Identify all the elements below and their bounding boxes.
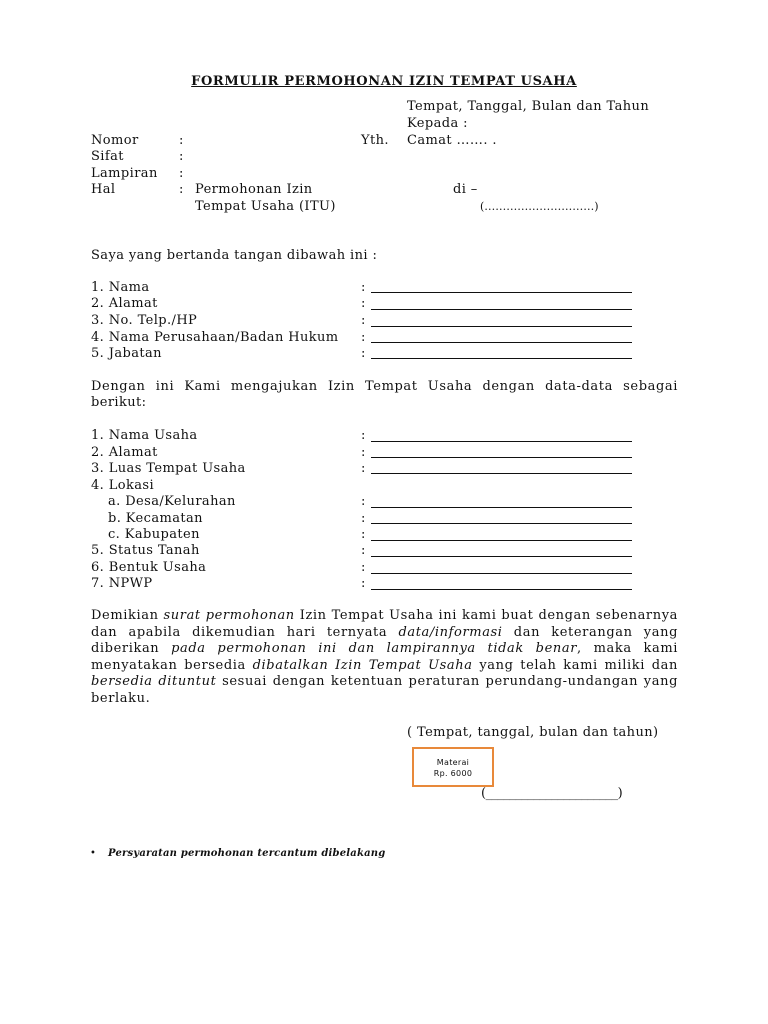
field-colon: :: [361, 346, 366, 361]
form-title: FORMULIR PERMOHONAN IZIN TEMPAT USAHA: [191, 74, 577, 89]
hal-value-line1: Permohonan Izin: [195, 182, 313, 197]
lampiran-colon: :: [179, 166, 184, 181]
fill-line[interactable]: [371, 556, 632, 557]
field-colon: :: [361, 494, 366, 509]
yth-label: Yth.: [361, 133, 389, 148]
hal-label: Hal: [91, 182, 116, 197]
field-label: 1. Nama Usaha: [91, 428, 198, 443]
nomor-label: Nomor: [91, 133, 139, 148]
fill-line[interactable]: [371, 540, 632, 541]
field-label: c. Kabupaten: [108, 527, 200, 542]
fill-line[interactable]: [371, 589, 632, 590]
field-label: 2. Alamat: [91, 296, 158, 311]
field-label: b. Kecamatan: [108, 511, 203, 526]
fill-line[interactable]: [371, 507, 632, 508]
nomor-colon: :: [179, 133, 184, 148]
field-colon: :: [361, 461, 366, 476]
field-label: 2. Alamat: [91, 445, 158, 460]
camat-label: Camat ……. .: [407, 133, 497, 148]
footnote-bullet: •: [90, 848, 97, 859]
di-dots: (…………………………): [480, 200, 599, 213]
field-label: 6. Bentuk Usaha: [91, 560, 207, 575]
field-colon: :: [361, 428, 366, 443]
sifat-colon: :: [179, 149, 184, 164]
fill-line[interactable]: [371, 326, 632, 327]
kepada-label: Kepada :: [407, 116, 468, 131]
fill-line[interactable]: [371, 473, 632, 474]
fill-line[interactable]: [371, 523, 632, 524]
fill-line[interactable]: [371, 441, 632, 442]
fill-line[interactable]: [371, 573, 632, 574]
fill-line[interactable]: [371, 342, 632, 343]
field-label: 4. Lokasi: [91, 478, 155, 493]
field-label: a. Desa/Kelurahan: [108, 494, 236, 509]
stamp-line-2: Rp. 6000: [433, 769, 473, 778]
field-label: 3. Luas Tempat Usaha: [91, 461, 246, 476]
footnote-text: Persyaratan permohonan tercantum dibelakang: [108, 848, 386, 859]
field-colon: :: [361, 511, 366, 526]
di-label: di –: [453, 182, 478, 197]
fill-line[interactable]: [371, 309, 632, 310]
field-colon: :: [361, 543, 366, 558]
field-colon: :: [361, 576, 366, 591]
request-line-2: berikut:: [91, 395, 147, 410]
fill-line[interactable]: [371, 292, 632, 293]
field-label: 1. Nama: [91, 280, 150, 295]
field-label: 7. NPWP: [91, 576, 153, 591]
hal-value-line2: Tempat Usaha (ITU): [195, 199, 336, 214]
request-line-1: Dengan ini Kami mengajukan Izin Tempat Usaha dengan data-data sebagai: [91, 379, 678, 394]
field-label: 3. No. Telp./HP: [91, 313, 198, 328]
signature-place-date: ( Tempat, tanggal, bulan dan tahun): [407, 725, 659, 740]
intro-text: Saya yang bertanda tangan dibawah ini :: [91, 248, 378, 263]
field-colon: :: [361, 313, 366, 328]
sifat-label: Sifat: [91, 149, 124, 164]
fill-line[interactable]: [371, 358, 632, 359]
field-colon: :: [361, 330, 366, 345]
field-colon: :: [361, 280, 366, 295]
place-date-header: Tempat, Tanggal, Bulan dan Tahun: [407, 99, 650, 114]
hal-colon: :: [179, 182, 184, 197]
field-colon: :: [361, 560, 366, 575]
field-label: 4. Nama Perusahaan/Badan Hukum: [91, 330, 339, 345]
materai-stamp-box: [412, 747, 494, 787]
field-label: 5. Status Tanah: [91, 543, 200, 558]
stamp-line-1: Materai: [436, 758, 470, 767]
signature-name-line[interactable]: (______________________): [481, 786, 623, 801]
field-label: 5. Jabatan: [91, 346, 162, 361]
closing-paragraph: Demikian surat permohonan Izin Tempat Usaha ini kami buat dengan sebenarnya dan apabila dikemudian hari ternyata data/informasi dan keterangan yang diberikan pada permohonan ini dan lampirannya tidak benar, maka kami menyatakan bersedia dibatalkan Izin Tempat Usaha yang telah kami miliki dan bersedia dituntut sesuai dengan ketentuan peraturan perundang-undangan yang berlaku.: [91, 608, 679, 706]
field-colon: :: [361, 445, 366, 460]
lampiran-label: Lampiran: [91, 166, 158, 181]
field-colon: :: [361, 527, 366, 542]
fill-line[interactable]: [371, 457, 632, 458]
field-colon: :: [361, 296, 366, 311]
